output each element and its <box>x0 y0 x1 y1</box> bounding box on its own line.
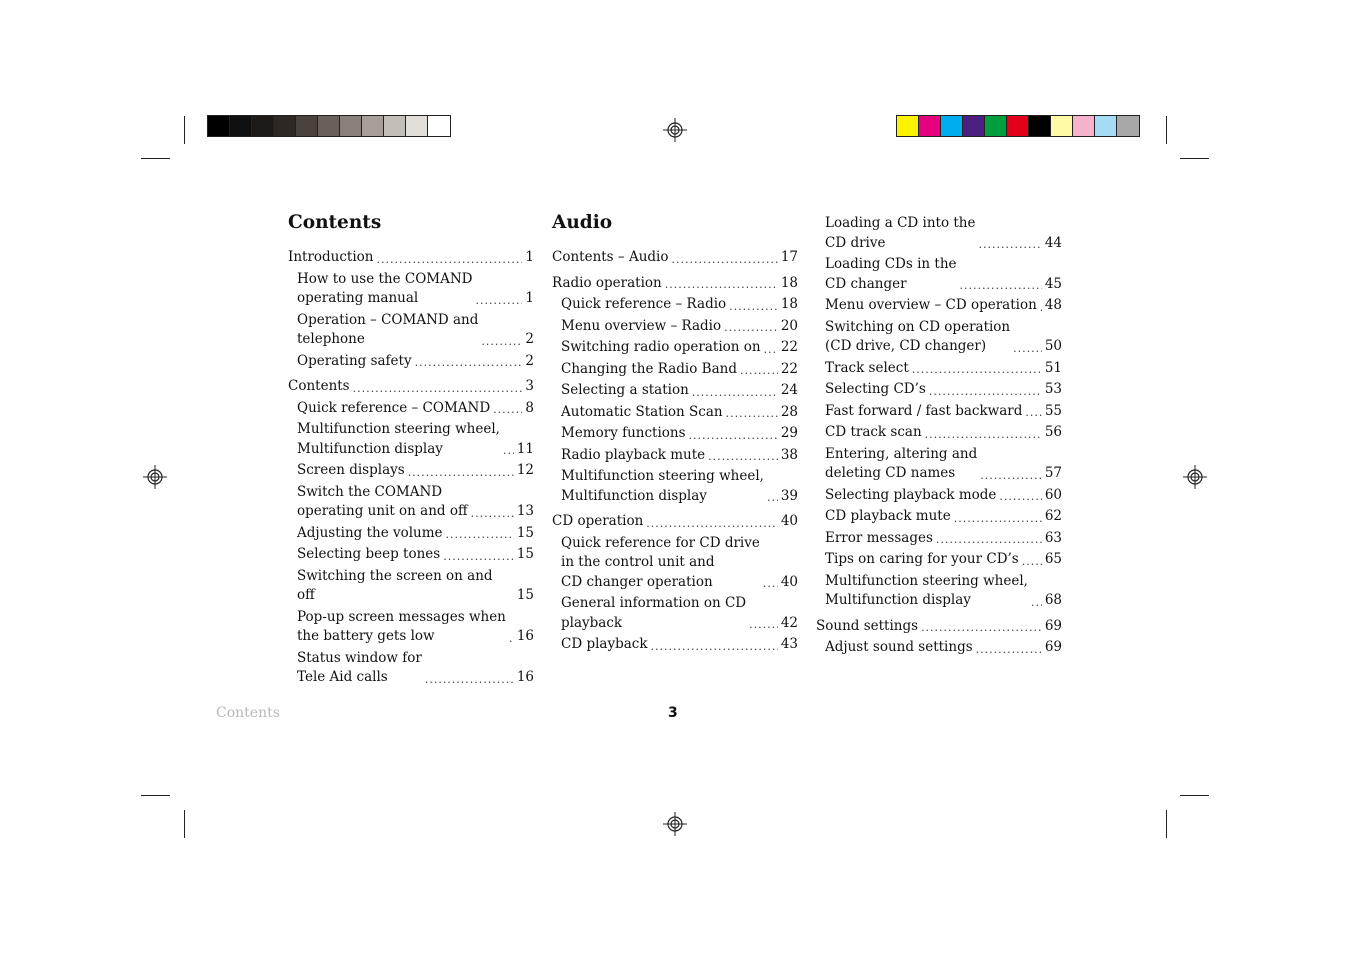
color-swatch <box>1051 116 1073 136</box>
dot-leader <box>415 354 523 371</box>
dot-leader <box>425 671 514 688</box>
crop-mark <box>184 810 185 838</box>
toc-entry-title: Quick reference for CD drive in the control unit and CD changer operation <box>561 534 760 590</box>
toc-entry-title: Adjust sound settings <box>825 639 973 655</box>
toc-entry[interactable] <box>552 512 798 532</box>
toc-entry-title: Quick reference – Radio <box>561 296 727 312</box>
toc-entry-page: 43 <box>780 636 798 652</box>
page-number: 3 <box>668 705 678 721</box>
dot-leader <box>999 488 1041 505</box>
toc-entry[interactable] <box>816 638 1062 658</box>
toc-entry[interactable] <box>552 360 798 380</box>
toc-entry[interactable] <box>552 635 798 655</box>
dot-leader <box>740 362 778 379</box>
toc-entry-title: Contents – Audio <box>552 249 669 265</box>
toc-entry-title: Menu overview – CD operation <box>825 297 1037 313</box>
dot-leader <box>921 619 1042 636</box>
toc-entry-page: 22 <box>780 339 798 355</box>
dot-leader <box>980 467 1042 484</box>
toc-column-audio <box>552 212 798 657</box>
toc-entry-title: Selecting CD’s <box>825 381 926 397</box>
toc-entry[interactable] <box>816 255 1062 294</box>
dot-leader <box>912 361 1042 378</box>
toc-entry-page: 39 <box>780 487 798 504</box>
toc-entry[interactable] <box>288 545 534 565</box>
crop-mark <box>184 116 185 144</box>
dot-leader <box>493 401 522 418</box>
toc-entry-page: 29 <box>780 425 798 441</box>
dot-leader <box>929 383 1042 400</box>
dot-leader <box>671 251 777 268</box>
dot-leader <box>689 427 778 444</box>
toc-entry-list <box>816 214 1062 658</box>
toc-entry[interactable] <box>288 567 534 606</box>
color-swatch <box>230 116 252 136</box>
crop-mark <box>1166 810 1167 838</box>
toc-entry-title: Sound settings <box>816 617 919 634</box>
toc-entry-title: Track select <box>825 359 909 376</box>
toc-entry[interactable] <box>816 380 1062 400</box>
dot-leader <box>646 515 778 532</box>
toc-entry-title: Pop-up screen messages when the battery gets low <box>297 608 506 644</box>
toc-entry[interactable] <box>288 483 534 522</box>
toc-entry-page: 16 <box>516 669 534 685</box>
dot-leader <box>651 638 778 655</box>
dot-leader <box>377 251 523 268</box>
toc-entry[interactable] <box>816 550 1062 570</box>
toc-entry-page: 40 <box>780 513 798 529</box>
color-swatch <box>274 116 296 136</box>
toc-entry-title: Multifunction steering wheel, Multifunction display <box>561 468 764 504</box>
grayscale-calibration-strip <box>207 115 451 137</box>
toc-entry-page: 1 <box>525 249 534 265</box>
toc-entry[interactable] <box>552 446 798 466</box>
registration-mark-icon <box>663 118 687 142</box>
toc-entry-page: 44 <box>1044 234 1062 251</box>
toc-entry-title: Tips on caring for your CD’s <box>825 551 1019 567</box>
registration-mark-icon <box>143 465 167 489</box>
toc-entry-title: Contents <box>288 378 350 394</box>
color-swatch <box>384 116 406 136</box>
toc-entry-title: Multifunction steering wheel, Multifunction display <box>297 421 500 457</box>
toc-entry-page: 15 <box>516 587 534 603</box>
toc-entry-list <box>552 248 798 655</box>
toc-entry-title: Radio playback mute <box>561 446 706 463</box>
toc-entry-page: 12 <box>516 462 534 478</box>
toc-entry[interactable] <box>816 572 1062 611</box>
color-swatch <box>1007 116 1029 136</box>
toc-entry-page: 8 <box>525 399 534 416</box>
toc-entry[interactable] <box>552 594 798 633</box>
toc-entry-page: 16 <box>516 628 534 644</box>
registration-mark-icon <box>663 812 687 836</box>
column-heading: Audio <box>552 212 613 233</box>
toc-entry[interactable] <box>552 274 798 294</box>
toc-column-cd <box>816 214 1062 660</box>
toc-entry-title: CD track scan <box>825 424 922 440</box>
toc-entry-page: 22 <box>780 360 798 377</box>
toc-entry-title: Selecting playback mode <box>825 486 997 503</box>
toc-entry-title: Loading CDs in the CD changer <box>825 256 957 292</box>
toc-entry-list <box>288 248 534 688</box>
dot-leader <box>408 464 514 481</box>
toc-entry-title: Radio operation <box>552 274 662 291</box>
color-swatch <box>1117 116 1139 136</box>
color-swatch <box>208 116 230 136</box>
color-swatch <box>428 116 450 136</box>
color-swatch <box>941 116 963 136</box>
toc-entry-title: Adjusting the volume <box>297 524 443 541</box>
column-heading: Contents <box>288 212 382 233</box>
dot-leader <box>1013 340 1042 357</box>
toc-entry-page: 18 <box>780 274 798 291</box>
toc-entry[interactable] <box>816 296 1062 316</box>
dot-leader <box>726 405 778 422</box>
toc-entry[interactable] <box>288 352 534 372</box>
toc-entry[interactable] <box>288 311 534 350</box>
toc-entry-title: Entering, altering and deleting CD names <box>825 445 978 481</box>
toc-entry[interactable] <box>288 248 534 268</box>
toc-entry[interactable] <box>552 317 798 337</box>
crop-mark <box>1166 116 1167 144</box>
toc-entry-title: Switching radio operation on <box>561 339 761 355</box>
color-swatch <box>362 116 384 136</box>
toc-entry-title: Error messages <box>825 529 933 546</box>
color-swatch <box>252 116 274 136</box>
color-swatch <box>985 116 1007 136</box>
dot-leader <box>954 510 1042 527</box>
color-swatch <box>1095 116 1117 136</box>
color-swatch <box>919 116 941 136</box>
toc-entry-title: Operation – COMAND and telephone <box>297 311 479 347</box>
toc-entry-title: Multifunction steering wheel, Multifunction display <box>825 572 1028 608</box>
color-swatch <box>1073 116 1095 136</box>
dot-leader <box>764 341 778 358</box>
dot-leader <box>960 277 1042 294</box>
toc-entry[interactable] <box>816 359 1062 379</box>
toc-entry-page: 53 <box>1044 381 1062 397</box>
dot-leader <box>509 630 514 647</box>
dot-leader <box>763 575 778 592</box>
dot-leader <box>708 448 778 465</box>
toc-entry[interactable] <box>552 248 798 268</box>
toc-entry[interactable] <box>552 424 798 444</box>
toc-entry-page: 38 <box>780 446 798 463</box>
toc-entry[interactable] <box>552 295 798 315</box>
crop-mark <box>1180 158 1209 159</box>
toc-entry-page: 62 <box>1044 508 1062 524</box>
toc-entry-page: 45 <box>1044 275 1062 292</box>
toc-entry-title: Operating safety <box>297 352 412 369</box>
color-swatch <box>406 116 428 136</box>
toc-entry-page: 69 <box>1044 639 1062 655</box>
toc-entry[interactable] <box>288 270 534 309</box>
toc-entry[interactable] <box>816 529 1062 549</box>
toc-entry-page: 24 <box>780 382 798 398</box>
toc-entry[interactable] <box>816 318 1062 357</box>
dot-leader <box>443 548 514 565</box>
dot-leader <box>481 333 522 350</box>
color-swatch <box>897 116 919 136</box>
toc-entry-page: 40 <box>780 573 798 590</box>
toc-entry-page: 2 <box>525 331 534 347</box>
toc-entry-title: Introduction <box>288 249 374 265</box>
dot-leader <box>665 276 778 293</box>
toc-entry[interactable] <box>552 338 798 358</box>
toc-column-contents <box>288 212 534 690</box>
toc-entry[interactable] <box>816 423 1062 443</box>
dot-leader <box>1040 299 1042 316</box>
toc-entry-page: 60 <box>1044 486 1062 503</box>
toc-entry[interactable] <box>816 507 1062 527</box>
dot-leader <box>729 298 778 315</box>
registration-mark-icon <box>1183 465 1207 489</box>
toc-entry[interactable] <box>288 649 534 688</box>
toc-entry-title: How to use the COMAND operating manual <box>297 270 473 306</box>
toc-entry-page: 2 <box>525 352 534 369</box>
dot-leader <box>724 319 778 336</box>
dot-leader <box>749 616 778 633</box>
color-swatch <box>963 116 985 136</box>
toc-entry-page: 1 <box>525 290 534 306</box>
toc-entry-page: 63 <box>1044 529 1062 546</box>
dot-leader <box>446 526 514 543</box>
toc-entry-title: Fast forward / fast backward <box>825 402 1023 419</box>
toc-entry[interactable] <box>288 377 534 397</box>
toc-entry-page: 15 <box>516 546 534 562</box>
toc-entry-title: CD playback mute <box>825 508 951 524</box>
toc-entry-page: 48 <box>1044 297 1062 313</box>
toc-entry[interactable] <box>816 445 1062 484</box>
toc-entry[interactable] <box>816 617 1062 637</box>
dot-leader <box>767 489 778 506</box>
toc-entry-page: 28 <box>780 403 798 420</box>
toc-entry[interactable] <box>288 399 534 419</box>
toc-entry-page: 55 <box>1044 402 1062 419</box>
toc-entry-title: Selecting beep tones <box>297 546 441 562</box>
toc-entry-title: Switch the COMAND operating unit on and off <box>297 483 468 519</box>
dot-leader <box>476 292 523 309</box>
toc-entry-title: Switching the screen on and off <box>297 567 493 603</box>
toc-entry-page: 13 <box>516 503 534 519</box>
crop-mark <box>141 158 170 159</box>
footer-section-label: Contents <box>216 705 280 721</box>
toc-entry-page: 18 <box>780 296 798 312</box>
toc-entry-page: 3 <box>525 378 534 394</box>
toc-entry[interactable] <box>816 486 1062 506</box>
toc-entry-title: Automatic Station Scan <box>561 403 723 420</box>
toc-entry-page: 42 <box>780 614 798 631</box>
toc-entry-page: 69 <box>1044 617 1062 634</box>
toc-entry-title: Quick reference – COMAND <box>297 399 491 416</box>
color-swatch <box>318 116 340 136</box>
toc-entry-page: 65 <box>1044 551 1062 567</box>
dot-leader <box>976 641 1042 658</box>
toc-entry-page: 51 <box>1044 359 1062 376</box>
toc-entry[interactable] <box>288 524 534 544</box>
toc-entry-title: Selecting a station <box>561 382 689 398</box>
dot-leader <box>692 384 778 401</box>
toc-entry-title: Memory functions <box>561 425 686 441</box>
toc-entry-title: Loading a CD into the CD drive <box>825 215 976 251</box>
dot-leader <box>1031 594 1042 611</box>
toc-entry-title: CD playback <box>561 636 648 652</box>
toc-entry-page: 56 <box>1044 424 1062 440</box>
toc-entry-page: 17 <box>780 249 798 265</box>
toc-entry-page: 50 <box>1044 338 1062 354</box>
dot-leader <box>503 442 514 459</box>
dot-leader <box>925 426 1042 443</box>
toc-entry-title: CD operation <box>552 513 644 529</box>
toc-entry[interactable] <box>288 420 534 459</box>
toc-entry-page: 20 <box>780 317 798 334</box>
dot-leader <box>936 531 1042 548</box>
crop-mark <box>1180 795 1209 796</box>
color-calibration-strip <box>896 115 1140 137</box>
color-swatch <box>1029 116 1051 136</box>
toc-entry-title: Changing the Radio Band <box>561 360 737 377</box>
toc-entry-title: Menu overview – Radio <box>561 317 722 334</box>
toc-entry[interactable] <box>288 461 534 481</box>
toc-entry[interactable] <box>552 381 798 401</box>
toc-entry-page: 57 <box>1044 465 1062 481</box>
dot-leader <box>1025 404 1041 421</box>
dot-leader <box>471 505 514 522</box>
toc-entry[interactable] <box>552 467 798 506</box>
toc-entry[interactable] <box>816 214 1062 253</box>
color-swatch <box>340 116 362 136</box>
toc-entry-title: General information on CD playback <box>561 595 747 631</box>
toc-entry-page: 15 <box>516 524 534 541</box>
dot-leader <box>353 380 523 397</box>
toc-entry[interactable] <box>552 534 798 593</box>
toc-entry-title: Switching on CD operation (CD drive, CD changer) <box>825 318 1011 354</box>
dot-leader <box>978 236 1041 253</box>
toc-entry-page: 11 <box>516 440 534 457</box>
toc-entry[interactable] <box>816 402 1062 422</box>
dot-leader <box>1022 553 1042 570</box>
toc-entry-title: Screen displays <box>297 462 405 478</box>
toc-entry-title: Status window for Tele Aid calls <box>297 649 422 685</box>
color-swatch <box>296 116 318 136</box>
toc-entry[interactable] <box>288 608 534 647</box>
crop-mark <box>141 795 170 796</box>
toc-entry-page: 68 <box>1044 592 1062 608</box>
toc-entry[interactable] <box>552 403 798 423</box>
